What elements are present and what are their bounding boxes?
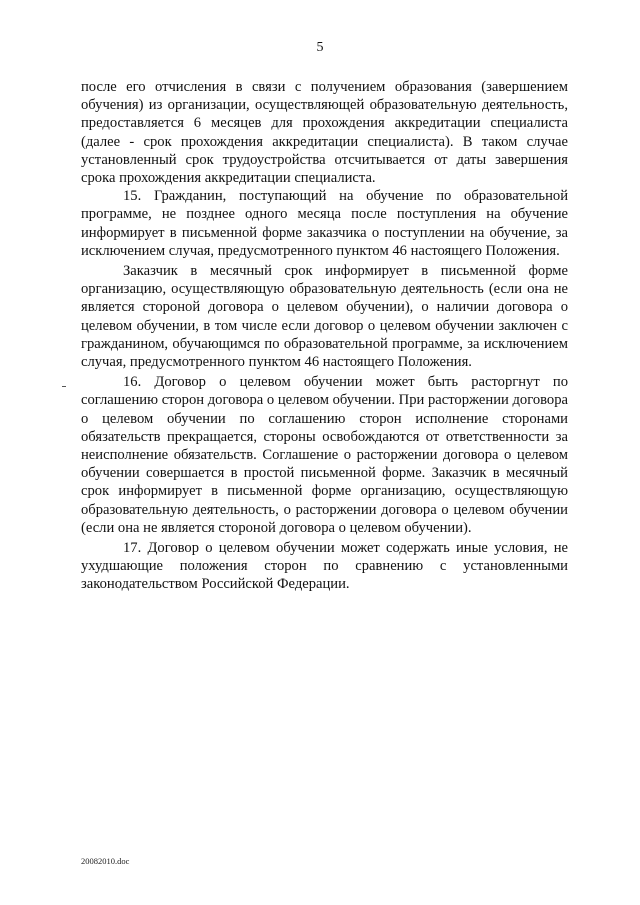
footer-filename: 20082010.doc: [81, 856, 130, 866]
paragraph-item-15: 15. Гражданин, поступающий на обучение по образовательной программе, не позднее одного месяца после поступления на обучение информирует в письменной форме заказчика о поступлении на обучение, за исключением случая, предусмотренного пунктом 46 настоящего Положения.: [81, 188, 568, 259]
margin-mark: [62, 386, 66, 387]
document-body: [81, 78, 568, 594]
paragraph-continuation: после его отчисления в связи с получением образования (завершением обучения) из организации, осуществляющей образовательную деятельность, предоставляется 6 месяцев для прохождения аккредитации специалиста (далее - срок прохождения аккредитации специалиста). В таком случае установленный срок трудоустройства отсчитывается от даты завершения срока прохождения аккредитации специалиста.: [81, 79, 568, 187]
paragraph-item-16: 16. Договор о целевом обучении может быть расторгнут по соглашению сторон договора о целевом обучении. При расторжении договора о целевом обучении по соглашению сторон исполнение сторонами обязательств прекращается, стороны освобождаются от ответственности за неисполнение обязательств. Соглашение о расторжении договора о целевом обучении совершается в простой письменной форме. Заказчик в месячный срок информирует в письменной форме организацию, осуществляющую образовательную деятельность, о расторжении договора о целевом обучении (если она не является стороной договора о целевом обучении).: [81, 374, 568, 536]
paragraph-item-17: 17. Договор о целевом обучении может содержать иные условия, не ухудшающие положения сторон по сравнению с установленными законодательством Российской Федерации.: [81, 540, 568, 593]
paragraph-customer-notice: Заказчик в месячный срок информирует в письменной форме организацию, осуществляющую образовательную деятельность (если она не является стороной договора о целевом обучении), о наличии договора о целевом обучении, в том числе если договор о целевом обучении заключен с гражданином, обучающимся по образовательной программе, за исключением случая, предусмотренного пунктом 46 настоящего Положения.: [81, 263, 568, 371]
page-number: 5: [316, 40, 324, 55]
